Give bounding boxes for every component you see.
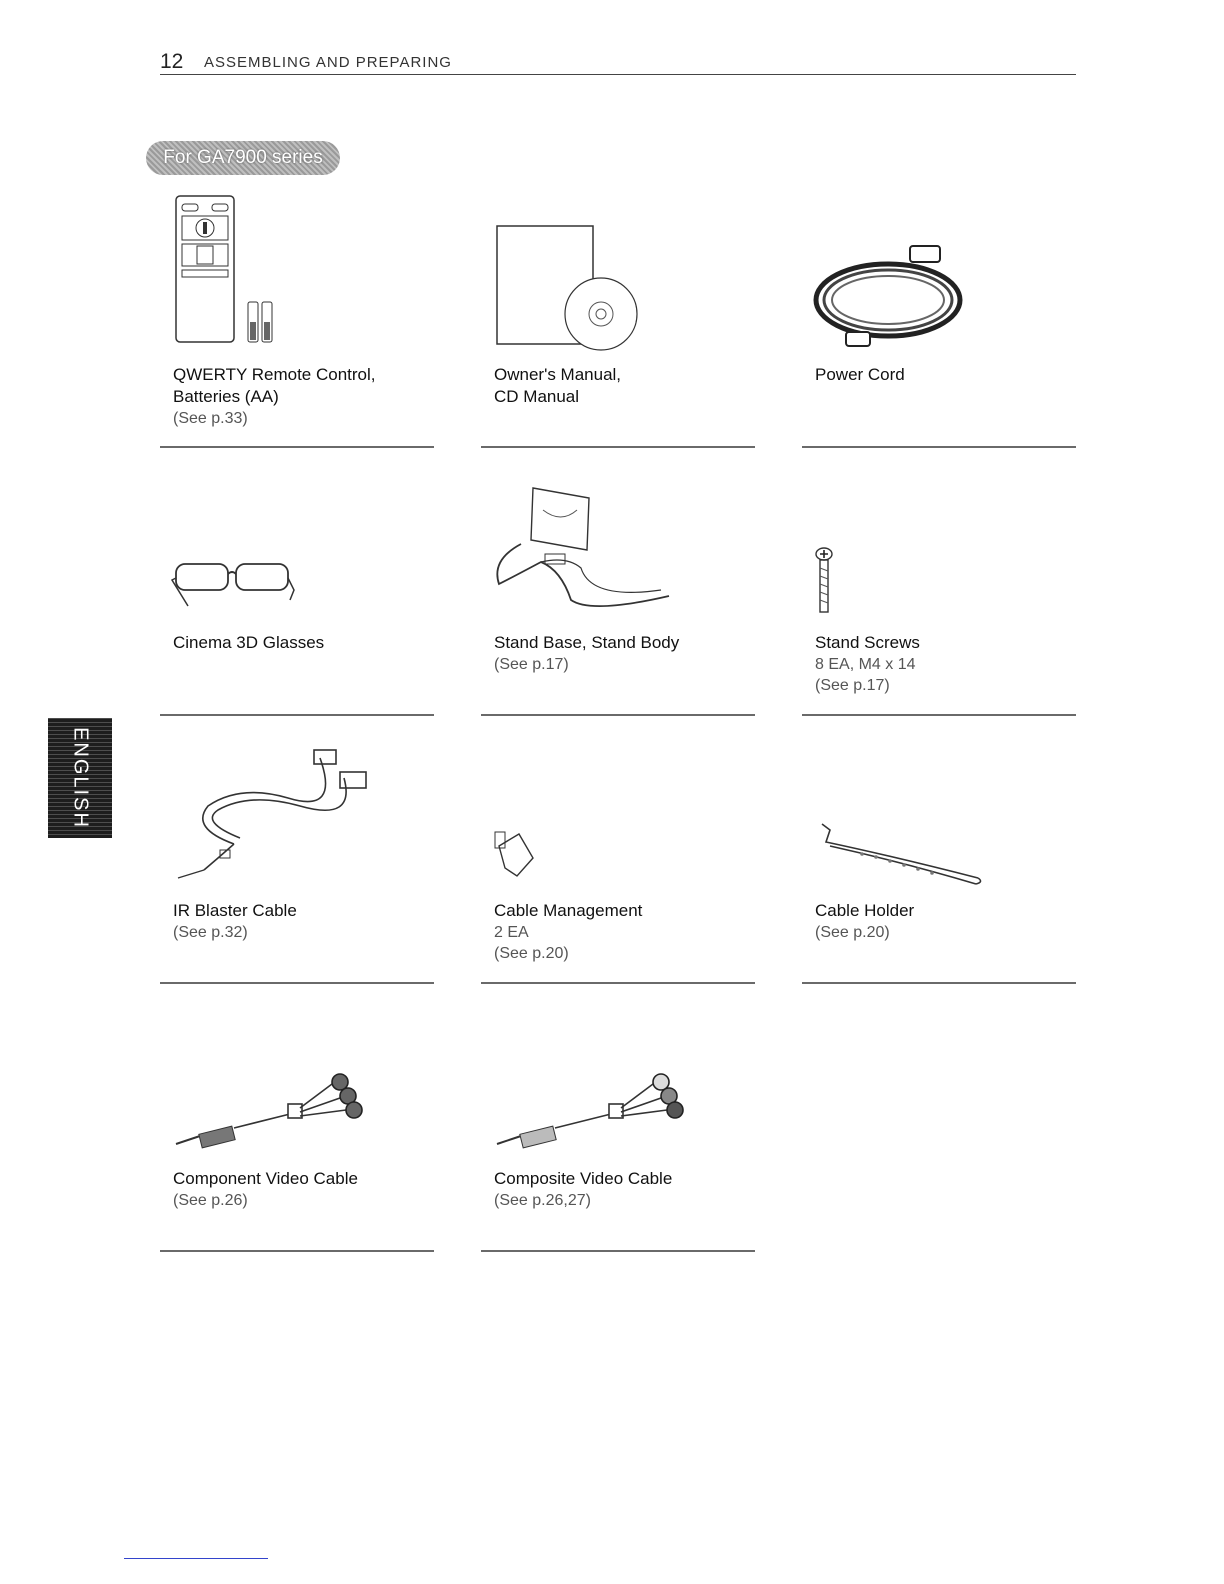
- component-cable-icon: [160, 986, 434, 1158]
- item-name: Power Cord: [815, 365, 905, 384]
- item-component-cable: [160, 986, 434, 1252]
- item-quantity: 8 EA, M4 x 14: [815, 656, 916, 673]
- page-number: 12: [160, 50, 184, 73]
- manual-cd-icon: [481, 182, 755, 354]
- item-divider: [160, 982, 434, 984]
- item-reference: (See p.33): [173, 410, 248, 427]
- item-ir-blaster: [160, 718, 434, 984]
- item-reference: (See p.26,27): [494, 1192, 591, 1209]
- item-divider: [802, 714, 1076, 716]
- item-owners-manual: [481, 182, 755, 448]
- item-divider: [481, 1250, 755, 1252]
- item-stand-screws: [802, 450, 1076, 716]
- item-divider: [481, 446, 755, 448]
- remote-control-icon: [160, 182, 434, 354]
- item-divider: [160, 1250, 434, 1252]
- item-remote-control: [160, 182, 434, 448]
- item-divider: [481, 714, 755, 716]
- item-cable-holder: [802, 718, 1076, 984]
- composite-cable-icon: [481, 986, 755, 1158]
- section-title: ASSEMBLING AND PREPARING: [204, 54, 452, 71]
- item-cable-management: [481, 718, 755, 984]
- item-name-line2: CD Manual: [494, 387, 580, 406]
- power-cord-icon: [802, 182, 1076, 354]
- item-name: Stand Base, Stand Body: [494, 633, 680, 652]
- item-reference: (See p.26): [173, 1192, 248, 1209]
- page-header: [160, 50, 1076, 75]
- item-divider: [481, 982, 755, 984]
- item-reference: (See p.20): [815, 924, 890, 941]
- glasses-icon: [160, 450, 434, 622]
- item-divider: [160, 714, 434, 716]
- item-reference: (See p.20): [494, 945, 569, 962]
- item-name-line2: Batteries (AA): [173, 387, 279, 406]
- item-name: Cinema 3D Glasses: [173, 633, 325, 652]
- item-divider: [160, 446, 434, 448]
- ir-blaster-cable-icon: [160, 718, 434, 890]
- cable-management-icon: [481, 718, 755, 890]
- item-reference: (See p.32): [173, 924, 248, 941]
- item-composite-cable: [481, 986, 755, 1252]
- item-power-cord: [802, 182, 1076, 448]
- item-name: Composite Video Cable: [494, 1169, 673, 1188]
- item-reference: (See p.17): [815, 677, 890, 694]
- item-divider: [802, 446, 1076, 448]
- item-reference: (See p.17): [494, 656, 569, 673]
- item-name: Cable Management: [494, 901, 643, 920]
- item-name: Owner's Manual,: [494, 365, 622, 384]
- language-tab-label: ENGLISH: [69, 727, 92, 829]
- item-name: QWERTY Remote Control,: [173, 365, 376, 384]
- screw-icon: [802, 450, 1076, 622]
- footer-rule: [124, 1558, 268, 1559]
- item-name: IR Blaster Cable: [173, 901, 297, 920]
- item-stand: [481, 450, 755, 716]
- item-name: Component Video Cable: [173, 1169, 358, 1188]
- cable-holder-icon: [802, 718, 1076, 890]
- language-tab: [48, 718, 112, 838]
- item-quantity: 2 EA: [494, 924, 529, 941]
- item-name: Cable Holder: [815, 901, 915, 920]
- series-badge: For GA7900 series: [146, 141, 340, 175]
- item-name: Stand Screws: [815, 633, 920, 652]
- item-divider: [802, 982, 1076, 984]
- stand-icon: [481, 450, 755, 622]
- item-3d-glasses: [160, 450, 434, 716]
